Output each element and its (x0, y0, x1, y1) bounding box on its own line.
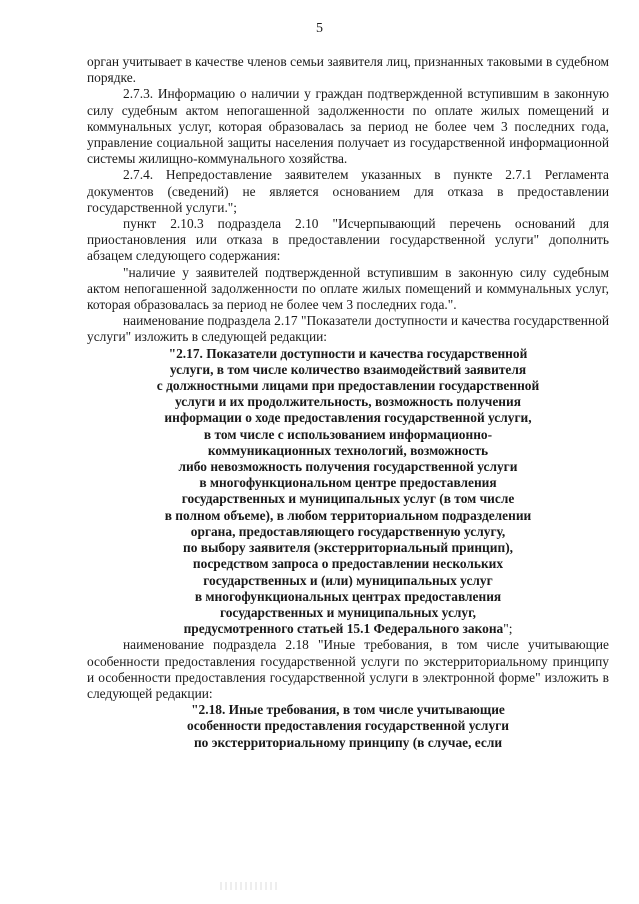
heading-2-17-last-line (87, 621, 609, 637)
paragraph-1: орган учитывает в качестве членов семьи заявителя лиц, признанных таковыми в судебном порядке. (87, 54, 609, 86)
heading-2-17-line: информации о ходе предоставления государственной услуги, (164, 410, 532, 426)
heading-2-17-line: органа, предоставляющего государственную услугу, (190, 523, 506, 539)
heading-2-17-line: с должностными лицами при предоставлении государственной (156, 378, 540, 394)
paragraph-2-7-3: 2.7.3. Информацию о наличии у граждан подтвержденной вступившим в законную силу судебным актом непогашенной задолженности по оплате жилых помещений и коммунальных услуг, которая образовалась за период не более чем 3 последних года, управление социальной защиты населения получает из государственной информационной системы жилищно-коммунального хозяйства. (87, 86, 609, 167)
heading-2-17-line: в многофункциональном центре предоставления (199, 475, 497, 491)
heading-2-17-line: в полном объеме), в любом территориальном подразделении (164, 507, 532, 523)
heading-2-17-line: "2.17. Показатели доступности и качества государственной (168, 345, 528, 361)
heading-2-17-line: государственных и муниципальных услуг, (219, 604, 477, 620)
heading-2-17-tail: "; (503, 621, 513, 637)
heading-2-17-line: либо невозможность получения государственной услуги (178, 459, 518, 475)
heading-2-17-line: в том числе с использованием информационно- (203, 426, 493, 442)
heading-2-18 (87, 702, 609, 751)
heading-2-18-line: "2.18. Иные требования, в том числе учитывающие (191, 702, 505, 718)
paragraph-2-7-4: 2.7.4. Непредоставление заявителем указанных в пункте 2.7.1 Регламента документов (сведений) не является основанием для отказа в предоставлении государственной услуги."; (87, 167, 609, 215)
paragraph-2-17-intro: наименование подраздела 2.17 "Показатели доступности и качества государственной услуги" изложить в следующей редакции: (87, 313, 609, 345)
heading-2-17-line-text: предусмотренного статьей 15.1 Федерального закона (183, 621, 504, 637)
heading-2-17 (87, 346, 609, 638)
heading-2-17-line: услуги, в том числе количество взаимодействий заявителя (169, 361, 527, 377)
paragraph-quote-debt: "наличие у заявителей подтвержденной вступившим в законную силу судебным актом непогашенной задолженности по оплате жилых помещений и коммунальных услуг, которая образовалась за период не более чем 3 последних года.". (87, 264, 609, 313)
heading-2-17-line: по выбору заявителя (экстерриториальный принцип), (182, 540, 513, 556)
heading-2-17-line: посредством запроса о предоставлении нескольких (192, 556, 504, 572)
heading-2-17-line: в многофункциональных центрах предоставления (194, 588, 502, 604)
heading-2-17-line: государственных и (или) муниципальных услуг (203, 572, 493, 588)
heading-2-18-line: особенности предоставления государственной услуги (187, 718, 509, 734)
heading-2-17-line: услуги и их продолжительность, возможность получения (175, 394, 521, 410)
heading-2-17-line: государственных и муниципальных услуг (в том числе (181, 491, 515, 507)
page-number: 5 (316, 21, 323, 36)
scan-artifact (220, 882, 280, 890)
heading-2-18-line: по экстерриториальному принципу (в случае, если (193, 734, 503, 750)
paragraph-2-10-3: пункт 2.10.3 подраздела 2.10 "Исчерпывающий перечень оснований для приостановления или отказа в предоставлении государственной услуги" дополнить абзацем следующего содержания: (87, 216, 609, 264)
document-body (87, 54, 609, 751)
heading-2-17-line: коммуникационных технологий, возможность (207, 442, 489, 458)
paragraph-2-18-intro: наименование подраздела 2.18 "Иные требования, в том числе учитывающие особенности предоставления государственной услуги по экстерриториальному принципу и особенности предоставления государственной услуги в электронной форме" изложить в следующей редакции: (87, 637, 609, 701)
